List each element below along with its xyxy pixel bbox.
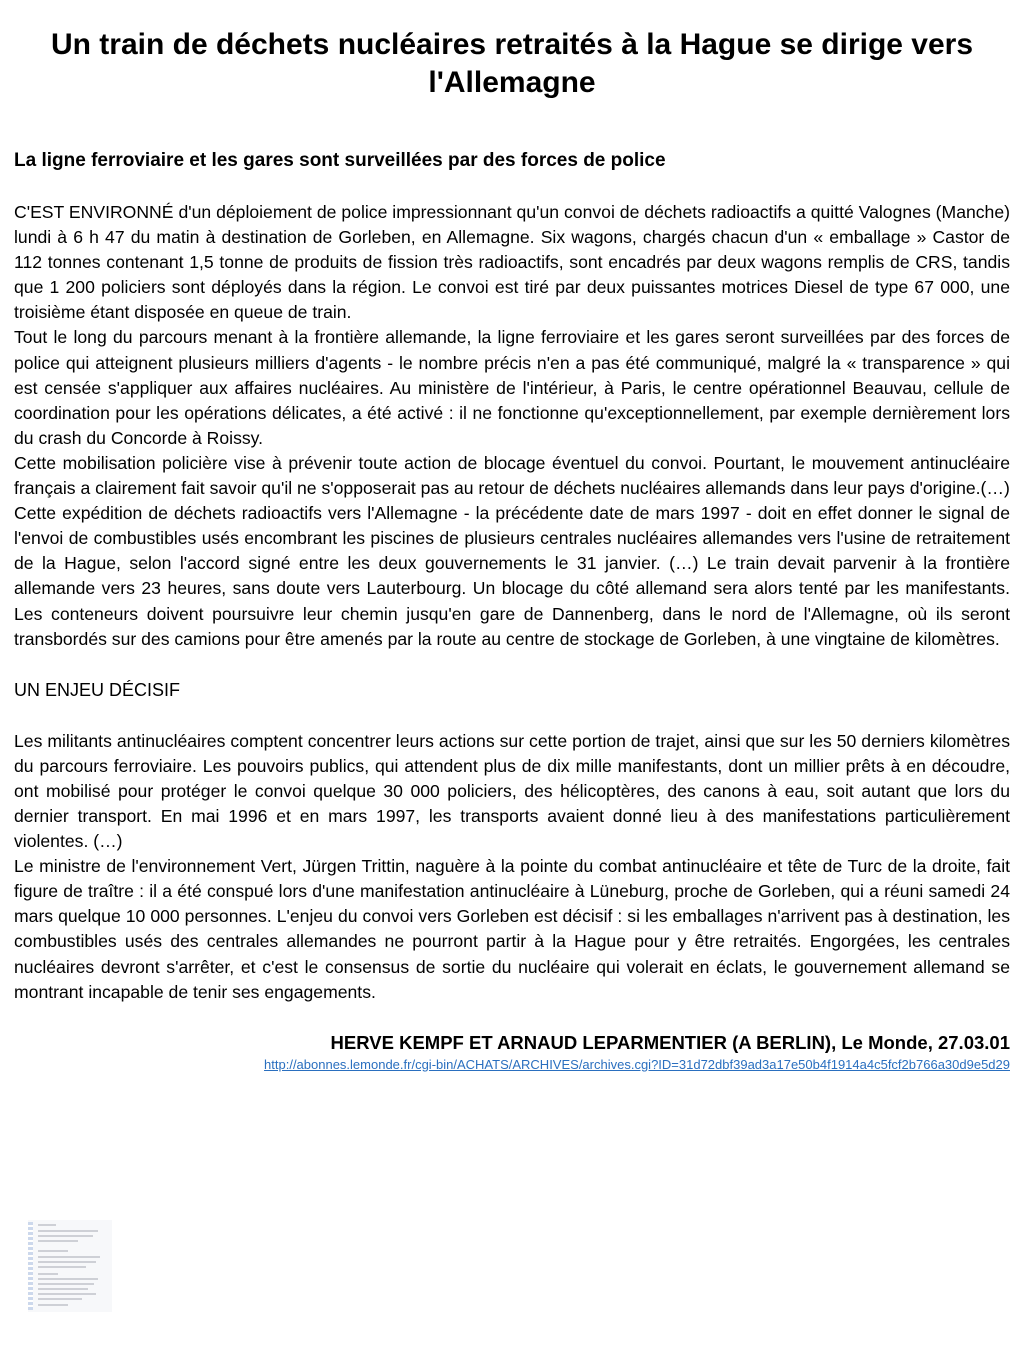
article-paragraph: Tout le long du parcours menant à la frontière allemande, la ligne ferroviaire et les gares seront surveillées par des forces de police qui atteignent plusieurs milliers d'agents - le nombre précis n'en a pas été communiqué, malgré la « transparence » qui est censée s'appliquer aux affaires nucléaires. Au ministère de l'intérieur, à Paris, le centre opérationnel Beauvau, cellule de coordination pour les opérations délicates, a été activé : il ne fonctionne qu'exceptionnellement, par exemple dernièrement lors du crash du Concorde à Roissy.: [14, 327, 1010, 448]
article-subtitle: La ligne ferroviaire et les gares sont surveillées par des forces de police: [14, 150, 666, 171]
article-title: Un train de déchets nucléaires retraités à la Hague se dirige vers l'Allemagne: [50, 28, 974, 99]
byline: HERVE KEMPF ET ARNAUD LEPARMENTIER (A BERLIN), Le Monde, 27.03.01: [330, 1031, 1010, 1053]
source-link[interactable]: http://abonnes.lemonde.fr/cgi-bin/ACHATS/ARCHIVES/archives.cgi?ID=31d72dbf39ad3a17e50b4f1914a4c5fcf2b766a30d9e5d29: [264, 1056, 1010, 1072]
page-thumbnail-image: [28, 1220, 112, 1312]
article-paragraph: Les militants antinucléaires comptent concentrer leurs actions sur cette portion de trajet, ainsi que sur les 50 derniers kilomètres du parcours ferroviaire. Les pouvoirs publics, qui attendent plus de dix mille manifestants, dont un millier prêts à en découdre, ont mobilisé pour protéger le convoi quelque 30 000 policiers, des hélicoptères, des canons à eau, soit autant que lors du dernier transport. En mai 1996 et en mars 1997, les transports avaient donné lieu à des manifestations particulièrement violentes. (…): [14, 730, 1010, 852]
article-paragraph: Cette mobilisation policière vise à prévenir toute action de blocage éventuel du convoi. Pourtant, le mouvement antinucléaire français a clairement fait savoir qu'il ne s'opposerait pas au retour de déchets nucléaires allemands dans leur pays d'origine.(…): [14, 452, 1010, 499]
section-heading: UN ENJEU DÉCISIF: [14, 679, 181, 700]
article: [14, 26, 1010, 1072]
article-paragraph: C'EST ENVIRONNÉ d'un déploiement de police impressionnant qu'un convoi de déchets radioactifs a quitté Valognes (Manche) lundi à 6 h 47 du matin à destination de Gorleben, en Allemagne. Six wagons, chargés chacun d'un « emballage » Castor de 112 tonnes contenant 1,5 tonne de produits de fission très radioactifs, sont encadrés par deux wagons remplis de CRS, tandis que 1 200 policiers sont déployés dans la région. Le convoi est tiré par deux puissantes motrices Diesel de type 67 000, une troisième étant disposée en queue de train.: [14, 202, 1010, 323]
article-paragraph: Le ministre de l'environnement Vert, Jürgen Trittin, naguère à la pointe du combat antinucléaire et tête de Turc de la droite, fait figure de traître : il a été conspué lors d'une manifestation antinucléaire à Lüneburg, proche de Gorleben, qui a réuni samedi 24 mars quelque 10 000 personnes. L'enjeu du convoi vers Gorleben est décisif : si les emballages n'arrivent pas à destination, les combustibles usés des centrales allemandes ne pourront partir à la Hague pour y être retraités. Engorgées, les centrales nucléaires devront s'arrêter, et c'est le consensus de sortie du nucléaire qui volerait en éclats, le gouvernement allemand se montrant incapable de tenir ses engagements.: [14, 856, 1010, 1002]
thumbnail-margin-bar: [28, 1222, 33, 1310]
article-paragraph: Cette expédition de déchets radioactifs vers l'Allemagne - la précédente date de mars 1997 - doit en effet donner le signal de l'envoi de combustibles usés encombrant les piscines de plusieurs centrales nucléaires allemandes vers l'usine de retraitement de la Hague, selon l'accord signé entre les deux gouvernements le 31 janvier. (…) Le train devait parvenir à la frontière allemande vers 23 heures, sans doute vers Lauterbourg. Un blocage du côté allemand sera alors tenté par les manifestants. Les conteneurs doivent poursuivre leur chemin jusqu'en gare de Dannenberg, dans le nord de l'Allemagne, où ils seront transbordés sur des camions pour être amenés par la route au centre de stockage de Gorleben, à une vingtaine de kilomètres.: [14, 503, 1010, 649]
